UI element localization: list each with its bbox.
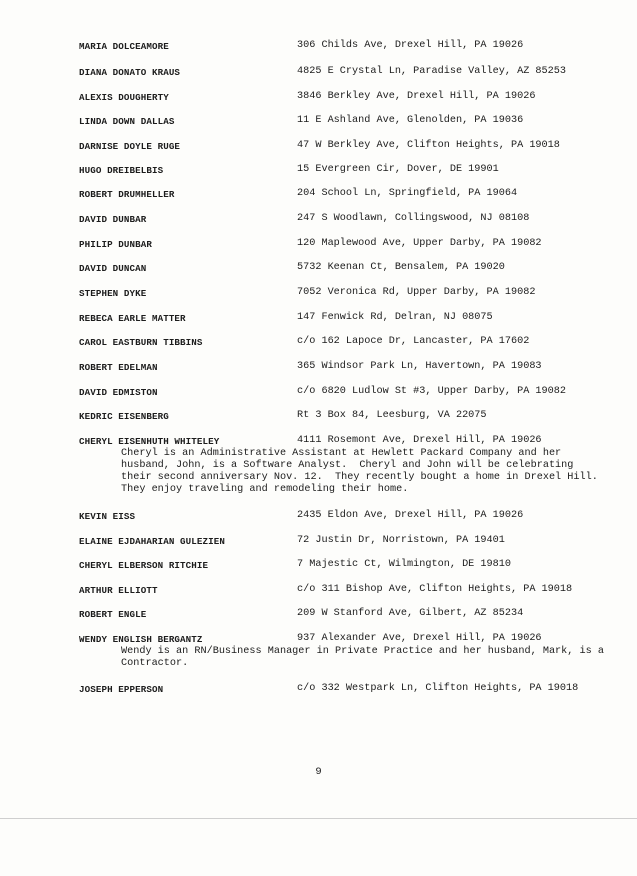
entry-address: c/o 311 Bishop Ave, Clifton Heights, PA 19018 [297, 584, 573, 595]
entry-name: DAVID DUNCAN [79, 263, 147, 274]
entry-name: DARNISE DOYLE RUGE [79, 141, 181, 152]
entry-name: DAVID DUNBAR [79, 214, 147, 225]
entry-name: ARTHUR ELLIOTT [79, 585, 158, 596]
entry-address: Rt 3 Box 84, Leesburg, VA 22075 [297, 410, 487, 421]
entry-name: LINDA DOWN DALLAS [79, 116, 175, 127]
entry-name: ROBERT EDELMAN [79, 362, 158, 373]
entry-address: 11 E Ashland Ave, Glenolden, PA 19036 [297, 115, 524, 126]
entry-address: 7 Majestic Ct, Wilmington, DE 19810 [297, 559, 511, 570]
entry-name: JOSEPH EPPERSON [79, 684, 164, 695]
entry-address: 7052 Veronica Rd, Upper Darby, PA 19082 [297, 287, 536, 298]
entry-name: CAROL EASTBURN TIBBINS [79, 337, 203, 348]
entry-address: 247 S Woodlawn, Collingswood, NJ 08108 [297, 213, 530, 224]
entry-name: DIANA DONATO KRAUS [79, 67, 181, 78]
entry-address: 3846 Berkley Ave, Drexel Hill, PA 19026 [297, 91, 536, 102]
entry-name: ALEXIS DOUGHERTY [79, 92, 169, 103]
entry-address: 365 Windsor Park Ln, Havertown, PA 19083 [297, 361, 542, 372]
entry-name: KEDRIC EISENBERG [79, 411, 169, 422]
entry-address: 4825 E Crystal Ln, Paradise Valley, AZ 85253 [297, 66, 566, 77]
entry-address: 5732 Keenan Ct, Bensalem, PA 19020 [297, 262, 505, 273]
entry-name: ROBERT DRUMHELLER [79, 189, 175, 200]
entry-name: CHERYL ELBERSON RITCHIE [79, 560, 209, 571]
entry-address: 209 W Stanford Ave, Gilbert, AZ 85234 [297, 608, 524, 619]
entry-address: 120 Maplewood Ave, Upper Darby, PA 19082 [297, 238, 542, 249]
entry-address: 72 Justin Dr, Norristown, PA 19401 [297, 535, 505, 546]
entry-address: 306 Childs Ave, Drexel Hill, PA 19026 [297, 40, 524, 51]
entry-address: 15 Evergreen Cir, Dover, DE 19901 [297, 164, 499, 175]
entry-address: c/o 162 Lapoce Dr, Lancaster, PA 17602 [297, 336, 530, 347]
entry-name: MARIA DOLCEAMORE [79, 41, 169, 52]
entry-note: Wendy is an RN/Business Manager in Private Practice and her husband, Mark, is a Contractor. [121, 646, 604, 669]
entry-name: ROBERT ENGLE [79, 609, 147, 620]
entry-name: KEVIN EISS [79, 511, 136, 522]
entry-address: 937 Alexander Ave, Drexel Hill, PA 19026 [297, 633, 542, 644]
entry-note: Cheryl is an Administrative Assistant at Hewlett Packard Company and her husband, John, is a Software Analyst. Cheryl and John will be celebrating their second anniversary Nov. 12. They recently bought a home in Drexel Hill. They enjoy traveling and remodeling their home. [121, 448, 598, 495]
entry-name: ELAINE EJDAHARIAN GULEZIEN [79, 536, 225, 547]
entry-name: CHERYL EISENHUTH WHITELEY [79, 436, 220, 447]
entry-name: STEPHEN DYKE [79, 288, 147, 299]
entry-address: 47 W Berkley Ave, Clifton Heights, PA 19018 [297, 140, 560, 151]
entry-name: REBECA EARLE MATTER [79, 313, 186, 324]
entry-address: 4111 Rosemont Ave, Drexel Hill, PA 19026 [297, 435, 542, 446]
page-edge-line [0, 818, 637, 819]
entry-address: 204 School Ln, Springfield, PA 19064 [297, 188, 518, 199]
entry-address: 147 Fenwick Rd, Delran, NJ 08075 [297, 312, 493, 323]
page-number: 9 [315, 766, 322, 778]
entry-address: c/o 6820 Ludlow St #3, Upper Darby, PA 19082 [297, 386, 566, 397]
entry-name: PHILIP DUNBAR [79, 239, 152, 250]
entry-address: c/o 332 Westpark Ln, Clifton Heights, PA 19018 [297, 683, 579, 694]
entry-name: DAVID EDMISTON [79, 387, 158, 398]
entry-name: HUGO DREIBELBIS [79, 165, 164, 176]
entry-name: WENDY ENGLISH BERGANTZ [79, 634, 203, 645]
entry-address: 2435 Eldon Ave, Drexel Hill, PA 19026 [297, 510, 524, 521]
